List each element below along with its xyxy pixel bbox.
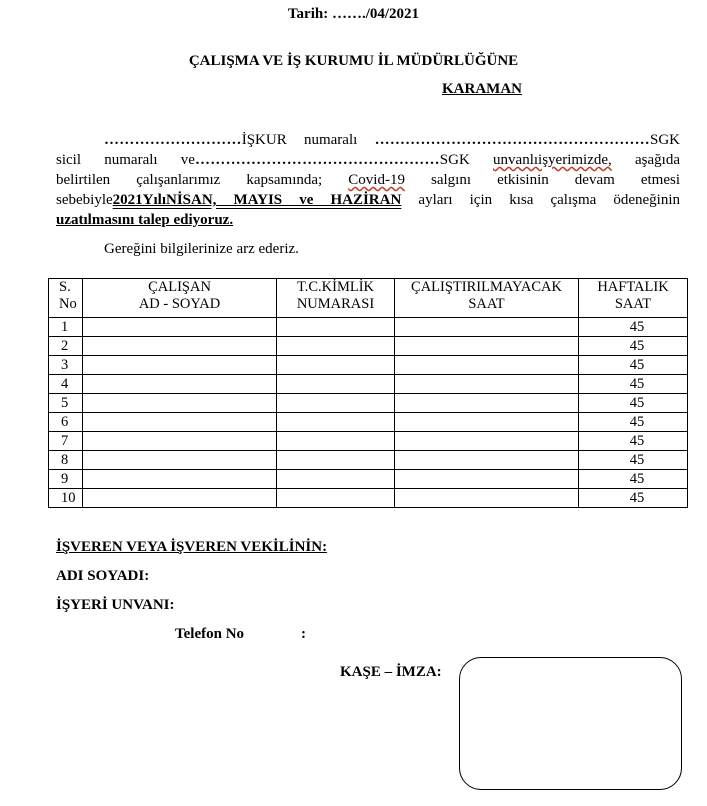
closing-sentence: Gereğini bilgilerinize arz ederiz. xyxy=(104,241,299,257)
unworked-hours-cell[interactable] xyxy=(395,489,579,508)
year-months: 2021YılıNİSAN, MAYIS ve HAZİRAN xyxy=(112,192,402,208)
weekly-hours-cell: 45 xyxy=(579,470,688,489)
sgk-label-1: SGK xyxy=(649,132,680,148)
line3-end: salgını etkisinin devam etmesi xyxy=(431,172,680,188)
tc-id-cell[interactable] xyxy=(277,489,395,508)
header-tc-id: T.C.KİMLİK NUMARASI xyxy=(277,279,395,318)
tc-id-cell[interactable] xyxy=(277,413,395,432)
line4-start: sebebiyle xyxy=(56,192,113,208)
company-label: İŞYERİ UNVANI: xyxy=(56,597,175,613)
employee-name-cell[interactable] xyxy=(83,375,277,394)
table-row xyxy=(49,318,688,337)
employee-name-cell[interactable] xyxy=(83,318,277,337)
unworked-hours-cell[interactable] xyxy=(395,470,579,489)
iskur-label: İŞKUR numaralı xyxy=(241,132,358,148)
row-number: 6 xyxy=(49,413,83,432)
table-row xyxy=(49,489,688,508)
request-paragraph xyxy=(56,130,680,230)
addressee-title: ÇALIŞMA VE İŞ KURUMU İL MÜDÜRLÜĞÜNE xyxy=(188,53,519,69)
row-number: 7 xyxy=(49,432,83,451)
paragraph-line-5 xyxy=(56,210,680,230)
tc-id-cell[interactable] xyxy=(277,470,395,489)
row-number: 3 xyxy=(49,356,83,375)
sicil-label: sicil numaralı ve xyxy=(56,152,195,168)
city-name: KARAMAN xyxy=(442,81,522,97)
row-number: 9 xyxy=(49,470,83,489)
row-number: 5 xyxy=(49,394,83,413)
table-row xyxy=(49,375,688,394)
tc-id-cell[interactable] xyxy=(277,432,395,451)
employee-name-cell[interactable] xyxy=(83,356,277,375)
tc-id-cell[interactable] xyxy=(277,356,395,375)
stamp-signature-label: KAŞE – İMZA: xyxy=(340,664,442,680)
table-row xyxy=(49,432,688,451)
weekly-hours-cell: 45 xyxy=(579,318,688,337)
name-label: ADI SOYADI: xyxy=(56,568,150,584)
phone-colon: : xyxy=(301,626,306,642)
employee-name-cell[interactable] xyxy=(83,432,277,451)
row-number: 8 xyxy=(49,451,83,470)
unworked-hours-cell[interactable] xyxy=(395,413,579,432)
stamp-signature-box[interactable] xyxy=(459,657,682,790)
employee-name-cell[interactable] xyxy=(83,470,277,489)
employee-name-cell[interactable] xyxy=(83,394,277,413)
covid-word: Covid-19 xyxy=(348,172,405,188)
weekly-hours-cell: 45 xyxy=(579,489,688,508)
row-number: 1 xyxy=(49,318,83,337)
line3-start: belirtilen çalışanlarımız kapsamında; xyxy=(56,172,323,188)
paragraph-line-4 xyxy=(56,190,680,210)
unworked-hours-cell[interactable] xyxy=(395,356,579,375)
header-sno: S. No xyxy=(49,279,83,318)
weekly-hours-cell: 45 xyxy=(579,413,688,432)
table-row xyxy=(49,337,688,356)
weekly-hours-cell: 45 xyxy=(579,394,688,413)
sgk-label-2: SGK xyxy=(439,152,470,168)
row-number: 10 xyxy=(49,489,83,508)
weekly-hours-cell: 45 xyxy=(579,375,688,394)
table-row xyxy=(49,413,688,432)
employee-name-cell[interactable] xyxy=(83,337,277,356)
request-text: uzatılmasını talep ediyoruz. xyxy=(56,212,234,228)
paragraph-line-2 xyxy=(56,150,680,170)
blank-iskur-number: ……………………………………………… xyxy=(374,132,650,148)
unworked-hours-cell[interactable] xyxy=(395,394,579,413)
weekly-hours-cell: 45 xyxy=(579,432,688,451)
paragraph-line-3 xyxy=(56,170,680,190)
tc-id-cell[interactable] xyxy=(277,451,395,470)
weekly-hours-cell: 45 xyxy=(579,451,688,470)
unworked-hours-cell[interactable] xyxy=(395,375,579,394)
blank-workplace-name: ……………………… xyxy=(104,132,242,148)
header-weekly-hours: HAFTALIK SAAT xyxy=(579,279,688,318)
header-employee-name: ÇALIŞAN AD - SOYAD xyxy=(83,279,277,318)
employee-name-cell[interactable] xyxy=(83,489,277,508)
line2-tail: aşağıda xyxy=(635,152,680,168)
tc-id-cell[interactable] xyxy=(277,318,395,337)
line4-end: ayları için kısa çalışma ödeneğinin xyxy=(418,192,681,208)
unworked-hours-cell[interactable] xyxy=(395,337,579,356)
unworked-hours-cell[interactable] xyxy=(395,318,579,337)
weekly-hours-cell: 45 xyxy=(579,356,688,375)
tc-id-cell[interactable] xyxy=(277,394,395,413)
date-line: Tarih: ……./04/2021 xyxy=(287,6,420,22)
employee-name-cell[interactable] xyxy=(83,413,277,432)
row-number: 2 xyxy=(49,337,83,356)
table-row xyxy=(49,394,688,413)
phone-label: Telefon No xyxy=(175,626,245,642)
table-row xyxy=(49,451,688,470)
tc-id-cell[interactable] xyxy=(277,375,395,394)
blank-sgk-number: ………………………………………… xyxy=(194,152,440,168)
header-unworked-hours: ÇALIŞTIRILMAYACAK SAAT xyxy=(395,279,579,318)
table-header-row xyxy=(49,279,688,318)
row-number: 4 xyxy=(49,375,83,394)
paragraph-line-1 xyxy=(56,130,680,150)
weekly-hours-cell: 45 xyxy=(579,337,688,356)
table-row xyxy=(49,470,688,489)
unvan-word: unvanlıişyerimizde, xyxy=(493,152,612,168)
unworked-hours-cell[interactable] xyxy=(395,451,579,470)
signatory-title: İŞVEREN VEYA İŞVEREN VEKİLİNİN: xyxy=(56,539,328,555)
table-row xyxy=(49,356,688,375)
employee-name-cell[interactable] xyxy=(83,451,277,470)
unworked-hours-cell[interactable] xyxy=(395,432,579,451)
employee-table xyxy=(48,278,688,508)
tc-id-cell[interactable] xyxy=(277,337,395,356)
